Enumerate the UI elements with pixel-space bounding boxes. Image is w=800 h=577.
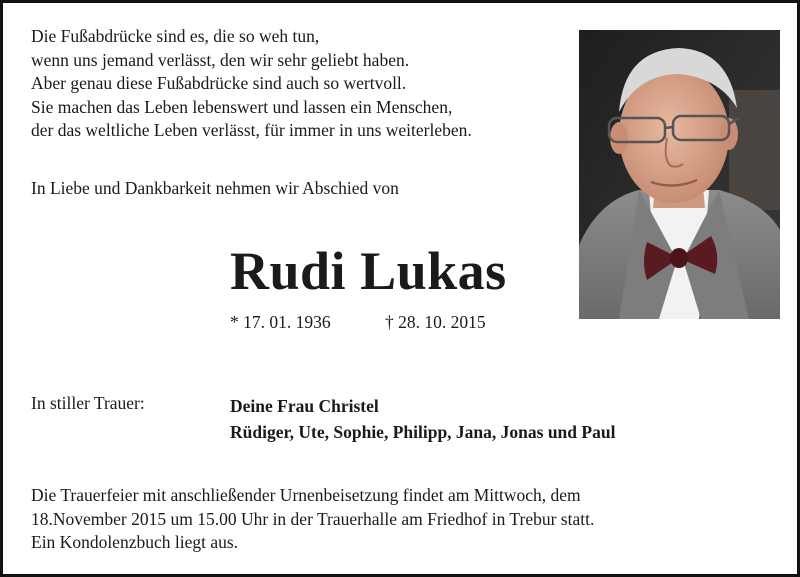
deceased-name: Rudi Lukas xyxy=(230,241,507,301)
birth-date: * 17. 01. 1936 xyxy=(230,312,331,332)
poem-line: Aber genau diese Fußabdrücke sind auch so wertvoll. xyxy=(31,73,407,93)
farewell-text: In Liebe und Dankbarkeit nehmen wir Abschied von xyxy=(31,178,399,198)
portrait-illustration xyxy=(579,30,780,319)
service-line: Die Trauerfeier mit anschließender Urnenbeisetzung findet am Mittwoch, dem xyxy=(31,485,581,505)
service-line: Ein Kondolenzbuch liegt aus. xyxy=(31,532,239,552)
mourner-line: Rüdiger, Ute, Sophie, Philipp, Jana, Jonas und Paul xyxy=(230,422,616,442)
mourning-label: In stiller Trauer: xyxy=(31,393,145,413)
poem-line: Sie machen das Leben lebenswert und lassen ein Menschen, xyxy=(31,96,453,117)
poem-line: der das weltliche Leben verlässt, für immer in uns weiterleben. xyxy=(31,120,472,140)
mourners-list xyxy=(230,393,615,445)
death-date: † 28. 10. 2015 xyxy=(385,312,486,332)
poem xyxy=(31,25,472,143)
portrait-photo xyxy=(579,30,780,319)
poem-line: wenn uns jemand verlässt, den wir sehr geliebt haben. xyxy=(31,49,410,70)
poem-line: Die Fußabdrücke sind es, die so weh tun, xyxy=(31,26,320,46)
mourner-line: Deine Frau Christel xyxy=(230,396,379,416)
service-info xyxy=(31,484,594,555)
service-line: 18.November 2015 um 15.00 Uhr in der Trauerhalle am Friedhof in Trebur statt. xyxy=(31,508,595,529)
